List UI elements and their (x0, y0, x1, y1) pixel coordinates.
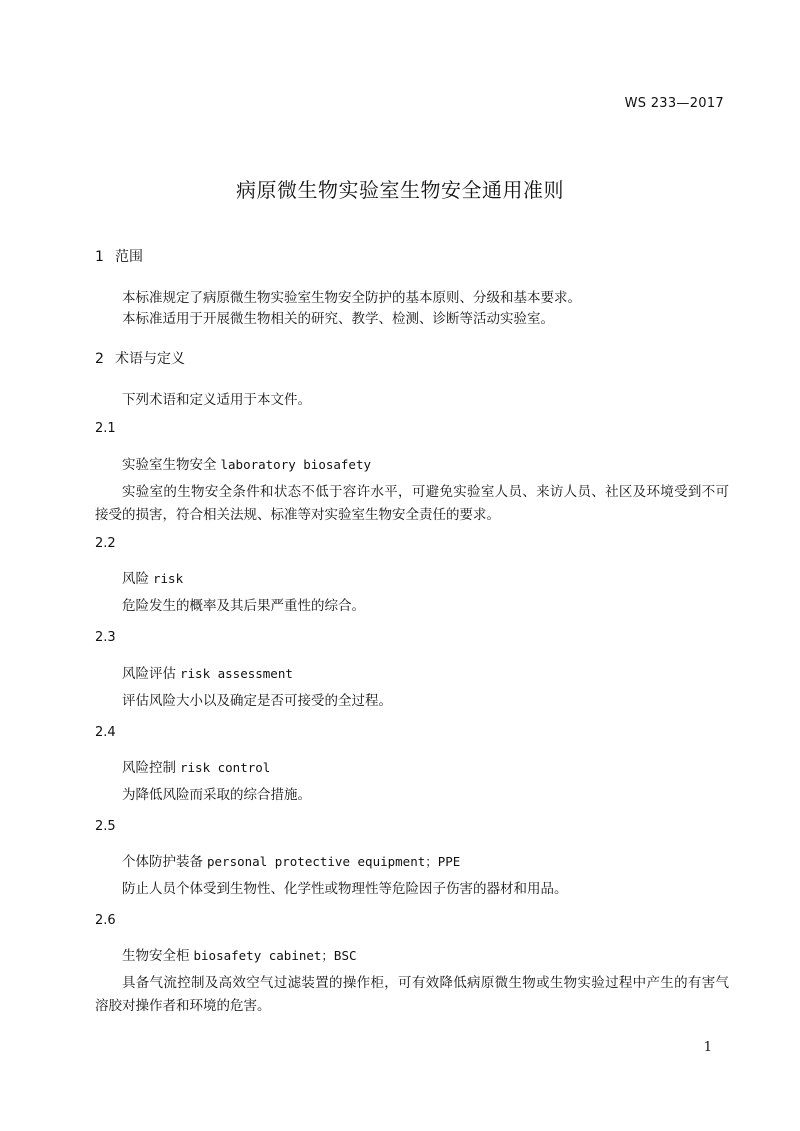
term-entry (122, 662, 293, 682)
term-cn: 生物安全柜 (122, 948, 190, 964)
term-entry (122, 567, 183, 587)
section-1-heading (95, 246, 143, 266)
term-definition: 实验室的生物安全条件和状态不低于容许水平，可避免实验室人员、来访人员、社区及环境受到不可接受的损害，符合相关法规、标准等对实验室生物安全责任的要求。 (95, 484, 729, 523)
term-entry (122, 453, 371, 473)
term-en: risk assessment (180, 666, 293, 681)
clause-number: 2.1 (95, 421, 116, 436)
section-number: 1 (95, 249, 104, 265)
section-title: 范围 (115, 249, 143, 265)
term-entry (122, 756, 270, 776)
term-en: laboratory biosafety (220, 457, 372, 472)
clause-number: 2.2 (95, 536, 116, 551)
document-code: WS 233—2017 (624, 96, 724, 111)
term-definition: 防止人员个体受到生物性、化学性或物理性等危险因子伤害的器材和用品。 (122, 881, 568, 897)
clause-number: 2.4 (95, 725, 116, 740)
term-definition: 具备气流控制及高效空气过滤装置的操作柜，可有效降低病原微生物或生物实验过程中产生的有害气溶胶对操作者和环境的危害。 (95, 975, 729, 1014)
term-definition: 为降低风险而采取的综合措施。 (122, 787, 311, 803)
term-cn: 实验室生物安全 (122, 457, 217, 473)
term-definition: 危险发生的概率及其后果严重性的综合。 (122, 598, 365, 614)
term-cn: 风险 (122, 571, 149, 587)
clause-number: 2.5 (95, 819, 116, 834)
term-cn: 风险评估 (122, 666, 176, 682)
term-definition: 评估风险大小以及确定是否可接受的全过程。 (122, 693, 392, 709)
document-title: 病原微生物实验室生物安全通用准则 (236, 178, 564, 202)
page-number: 1 (703, 1040, 712, 1055)
section-title: 术语与定义 (115, 351, 185, 367)
term-en: risk control (180, 760, 271, 775)
section-number: 2 (95, 351, 104, 367)
section-1-paragraph: 本标准规定了病原微生物实验室生物安全防护的基本原则、分级和基本要求。 (122, 290, 581, 306)
term-en: biosafety cabinet；BSC (193, 948, 357, 963)
clause-number: 2.3 (95, 630, 116, 645)
section-2-heading (95, 348, 185, 368)
term-cn: 个体防护装备 (122, 854, 203, 870)
section-1-paragraph: 本标准适用于开展微生物相关的研究、教学、检测、诊断等活动实验室。 (122, 311, 554, 327)
term-cn: 风险控制 (122, 760, 176, 776)
term-en: personal protective equipment；PPE (207, 854, 461, 869)
term-entry (122, 850, 460, 870)
term-entry (122, 944, 357, 964)
section-2-intro: 下列术语和定义适用于本文件。 (122, 392, 311, 408)
term-en: risk (153, 571, 184, 586)
clause-number: 2.6 (95, 913, 116, 928)
